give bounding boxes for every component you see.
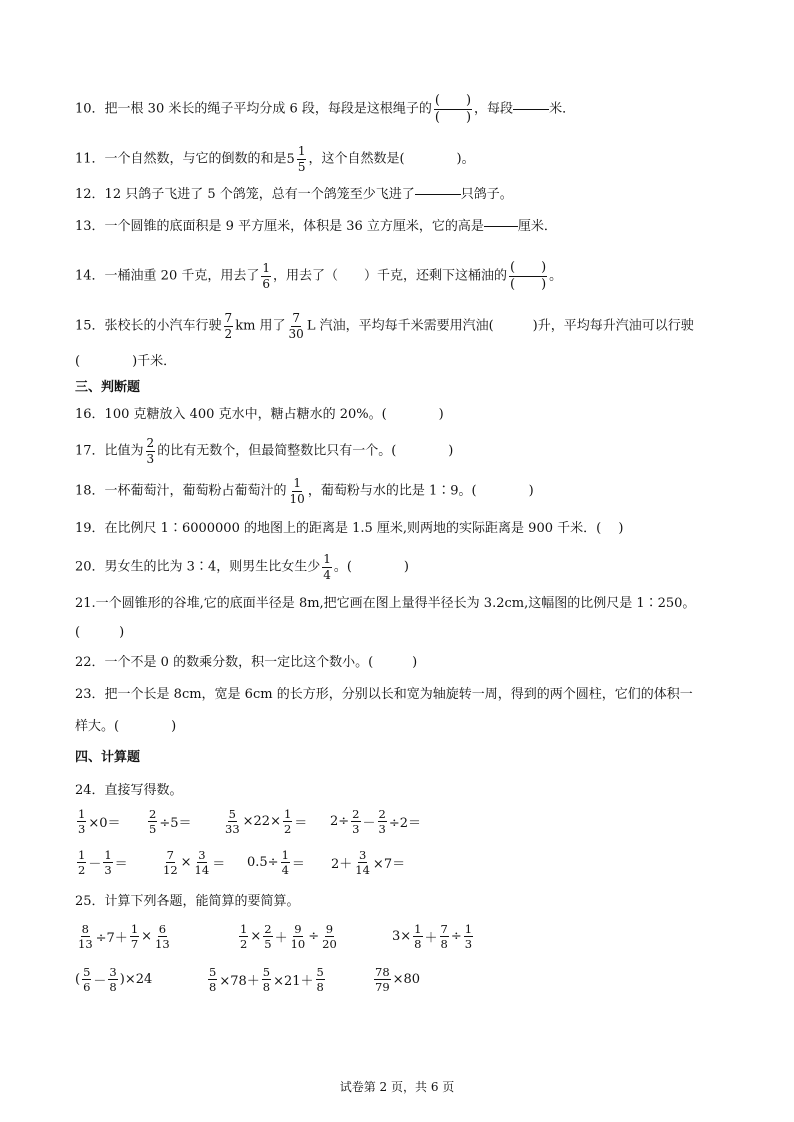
question-24: 24．直接写得数。 xyxy=(75,783,183,798)
question-25: 25．计算下列各题，能简算的要简算。 xyxy=(75,894,300,909)
question-18: 18．一杯葡萄汁，葡萄粉占葡萄汁的 $\frac{1}{10}$ ，葡萄粉与水的比是 1∶9。( ) xyxy=(75,476,534,506)
expression: $\frac{1}{3}$ ×0＝ xyxy=(78,807,121,837)
question-10: 10．把一根 30 米长的绳子平均分成 6 段，每段是这根绳子的 $\frac{( )}{( )}$ ，每段 米． xyxy=(75,93,576,125)
expression: 2÷ $\frac{2}{3}$ － $\frac{2}{3}$ ÷2＝ xyxy=(330,807,422,837)
expression: $\frac{2}{5}$ ÷5＝ xyxy=(149,807,192,837)
question-17: 17．比值为 $\frac{2}{3}$ 的比有无数个，但最简整数比只有一个。( ) xyxy=(75,436,454,466)
section-heading-judgement: 三、判断题 xyxy=(75,380,141,395)
question-12: 12．12 只鸽子飞进了 5 个鸽笼，总有一个鸽笼至少飞进了 只鸽子。 xyxy=(75,187,513,202)
expression: 0.5÷ $\frac{1}{4}$ ＝ xyxy=(247,848,305,878)
expression: $\frac{5}{33}$ ×22× $\frac{1}{2}$ ＝ xyxy=(225,807,308,837)
expression: ( $\frac{5}{6}$ － $\frac{3}{8}$ )×24 xyxy=(75,965,153,995)
expression: $\frac{78}{79}$ ×80 xyxy=(375,965,421,995)
question-15: 15．张校长的小汽车行驶 $\frac{7}{2}$ km 用了 $\frac{7}{30}$ L 汽油，平均每千米需要用汽油( )升，平均每升汽油可以行驶 xyxy=(75,311,694,341)
question-15-line2: ( )千米． xyxy=(75,354,177,369)
page-footer: 试卷第 2 页，共 6 页 xyxy=(339,1080,455,1094)
question-23-line2: 样大。( ) xyxy=(75,719,177,734)
answer-blank xyxy=(484,226,518,227)
question-11: 11．一个自然数，与它的倒数的和是 5 $\frac{1}{5}$ ，这个自然数是( )。 xyxy=(75,144,475,174)
expression: $\frac{7}{12}$ × $\frac{3}{14}$ ＝ xyxy=(163,848,226,878)
question-21: 21.一个圆锥形的谷堆,它的底面半径是 8m,把它画在图上量得半径长为 3.2cm,这幅图的比例尺是 1∶250。 xyxy=(75,596,696,611)
answer-blank xyxy=(415,194,461,195)
expression: $\frac{8}{13}$ ÷7＋ $\frac{1}{7}$ × $\frac{6}{13}$ xyxy=(78,922,170,952)
expression: $\frac{1}{2}$ － $\frac{1}{3}$ ＝ xyxy=(78,848,128,878)
expression: $\frac{1}{2}$ × $\frac{2}{5}$ ＋ $\frac{9}{10}$ ÷ $\frac{9}{20}$ xyxy=(240,922,337,952)
question-16: 16．100 克糖放入 400 克水中，糖占糖水的 20%。( ) xyxy=(75,407,444,422)
question-13: 13．一个圆锥的底面积是 9 平方厘米，体积是 36 立方厘米，它的高是 厘米． xyxy=(75,219,557,234)
fraction-blank: $\frac{( )}{( )}$ xyxy=(510,260,547,292)
expression: 2＋ $\frac{3}{14}$ ×7＝ xyxy=(331,848,406,878)
question-23: 23．把一个长是 8cm，宽是 6cm 的长方形，分别以长和宽为轴旋转一周，得到的两个圆柱，它们的体积一 xyxy=(75,687,693,702)
expression: 3× $\frac{1}{8}$ ＋ $\frac{7}{8}$ ÷ $\frac{1}{3}$ xyxy=(392,922,473,952)
question-20: 20．男女生的比为 3∶4，则男生比女生少 $\frac{1}{4}$ 。( ) xyxy=(75,552,410,582)
fraction-blank: $\frac{( )}{( )}$ xyxy=(434,93,472,125)
expression: $\frac{5}{8}$ ×78＋ $\frac{5}{8}$ ×21＋ $\frac{5}{8}$ xyxy=(209,965,324,995)
answer-blank xyxy=(513,109,549,110)
section-heading-calculation: 四、计算题 xyxy=(75,750,141,765)
question-19: 19．在比例尺 1∶6000000 的地图上的距离是 1.5 厘米,则两地的实际距离是 900 千米．( ) xyxy=(75,521,624,536)
question-21-line2: ( ) xyxy=(75,625,125,640)
question-22: 22．一个不是 0 的数乘分数，积一定比这个数小。( ) xyxy=(75,655,418,670)
mixed-number: 5 $\frac{1}{5}$ xyxy=(286,144,306,174)
question-14: 14．一桶油重 20 千克，用去了 $\frac{1}{6}$ ，用去了（ ）千克，还剩下这桶油的 $\frac{( )}{( )}$ 。 xyxy=(75,260,563,292)
